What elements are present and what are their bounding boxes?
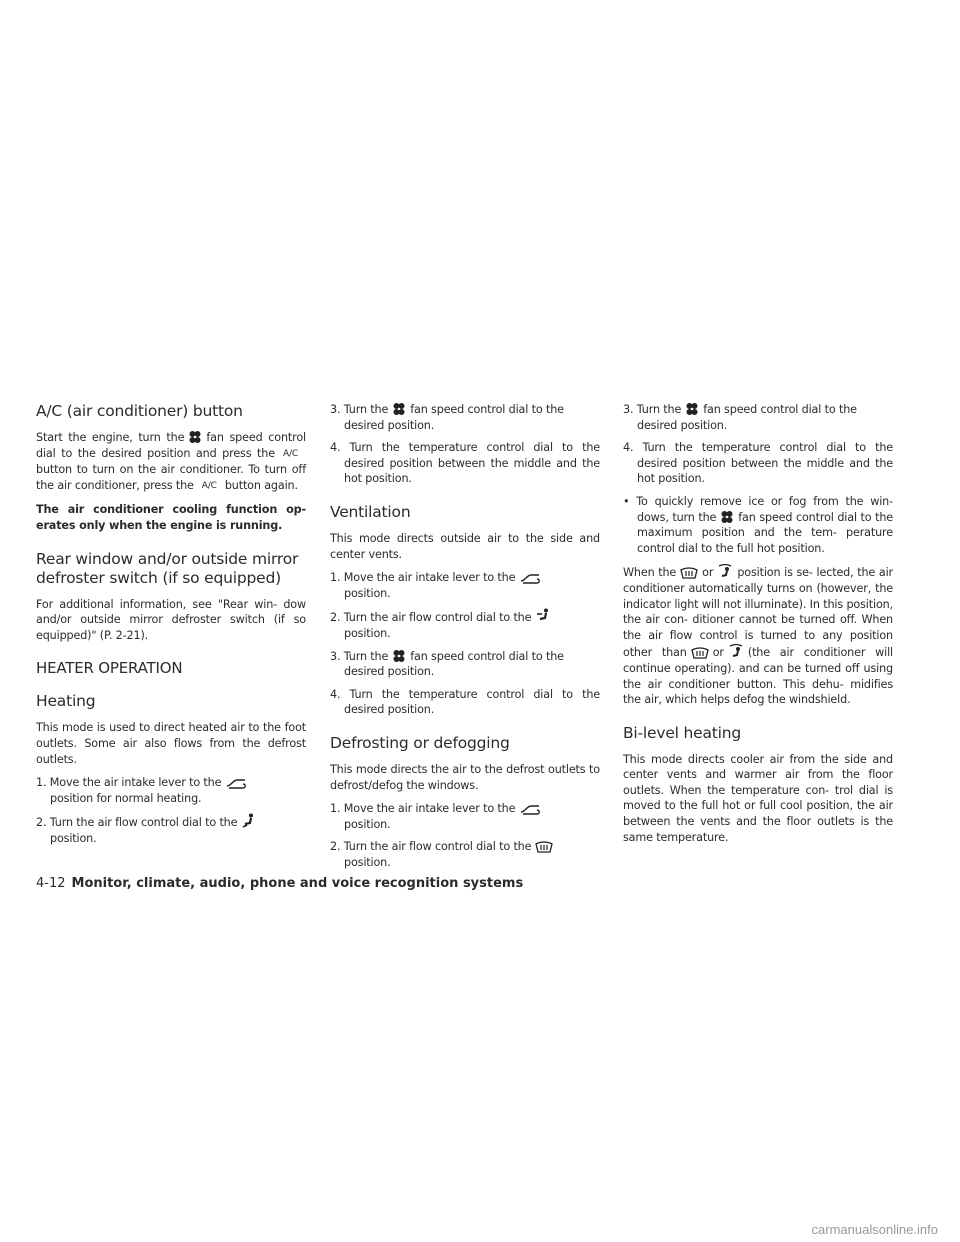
fan-icon <box>188 430 202 444</box>
ac-heading: A/C (air conditioner) button <box>36 402 243 420</box>
column-1 <box>36 402 306 854</box>
ventilation-heading: Ventilation <box>330 502 411 521</box>
heater-operation-heading: HEATER OPERATION <box>36 659 183 678</box>
outside-air-icon <box>519 572 541 584</box>
rear-defroster-paragraph: For additional information, see "Rear win- dow and/or outside mirror defroster switch (if so equipped)" (P. 2-21). <box>36 597 306 642</box>
ac-paragraph: Start the engine, turn the fan speed control dial to the desired position and press the A/Cbutton to turn on the air conditioner. To turn off the air conditioner, press the A/C button again. <box>36 430 306 494</box>
defrost-foot-icon <box>717 563 733 579</box>
page-number: 4-12 <box>36 876 66 891</box>
watermark[interactable]: carmanualsonline.info <box>811 1222 938 1237</box>
ac-label-icon: A/C <box>282 448 298 459</box>
defrost-foot-icon <box>728 643 744 659</box>
fan-icon <box>392 402 406 416</box>
ac-label-icon: A/C <box>201 480 217 491</box>
fan-icon <box>720 510 734 524</box>
defrosting-paragraph: This mode directs the air to the defrost outlets to defrost/defog the windows. <box>330 762 600 792</box>
heating-step-4: 4. Turn the temperature control dial to the desired position between the middle and the hot position. <box>330 441 600 486</box>
defrosting-step-4: 4. Turn the temperature control dial to the desired position between the middle and the hot position. <box>623 441 893 486</box>
defrosting-step-3: 3. Turn the fan speed control dial to the desired position. <box>623 403 857 432</box>
ventilation-step-3: 3. Turn the fan speed control dial to the desired position. <box>330 649 564 679</box>
auto-ac-paragraph: When the or position is se- lected, the air conditioner automatically turns on (however, the indicator light will not illuminate). In this position, the air con- ditioner cannot be turned off. When the air flow control is turned to any position other than or (the air conditioner will continue operating). and can be turned off using the air conditioner button. This dehu- midifies the air, which helps defog the windshield. <box>623 563 893 707</box>
section-title: Monitor, climate, audio, phone and voice recognition systems <box>71 876 524 891</box>
fan-icon <box>685 402 699 416</box>
heating-step-3: 3. Turn the fan speed control dial to the desired position. <box>330 403 564 432</box>
vent-mode-icon <box>535 608 551 624</box>
ventilation-step-4: 4. Turn the temperature control dial to the desired position. <box>330 687 600 717</box>
outside-air-icon <box>519 803 541 815</box>
ventilation-paragraph: This mode directs outside air to the side and center vents. <box>330 531 600 561</box>
column-3 <box>623 402 893 853</box>
defrost-icon <box>691 647 709 659</box>
defrosting-step-2: 2. Turn the air flow control dial to the position. <box>330 839 600 870</box>
fan-icon <box>392 649 406 663</box>
ventilation-step-1: 1. Move the air intake lever to the position. <box>330 570 600 601</box>
heating-step-2: 2. Turn the air flow control dial to the position. <box>36 813 306 846</box>
defrosting-heading: Defrosting or defogging <box>330 733 510 752</box>
rear-defroster-heading: Rear window and/or outside mirror defroster switch (if so equipped) <box>36 549 299 587</box>
heating-heading: Heating <box>36 692 96 711</box>
bilevel-paragraph: This mode directs cooler air from the side and center vents and warmer air from the floor outlets. When the temperature con- trol dial is moved to the full hot or full cool position, the air between the vents and the floor outlets is the same temperature. <box>623 752 893 844</box>
defrosting-step-1: 1. Move the air intake lever to the position. <box>330 801 600 832</box>
defrost-icon <box>680 567 698 579</box>
heating-step-1: 1. Move the air intake lever to the position for normal heating. <box>36 775 306 806</box>
heating-paragraph: This mode is used to direct heated air to the foot outlets. Some air also flows from the defrost outlets. <box>36 721 306 766</box>
column-2 <box>330 402 600 877</box>
ventilation-step-2: 2. Turn the air flow control dial to the position. <box>330 608 600 641</box>
page-footer <box>36 876 523 891</box>
outside-air-icon <box>225 777 247 789</box>
foot-mode-icon <box>241 813 257 829</box>
bilevel-heading: Bi-level heating <box>623 723 742 742</box>
defrost-tip-bullet: • To quickly remove ice or fog from the win- dows, turn the fan speed control dial to the maximum position and the tem- perature control dial to the full hot position. <box>623 494 893 555</box>
defrost-icon <box>535 841 553 853</box>
ac-warning: The air conditioner cooling function op- erates only when the engine is running. <box>36 503 306 532</box>
